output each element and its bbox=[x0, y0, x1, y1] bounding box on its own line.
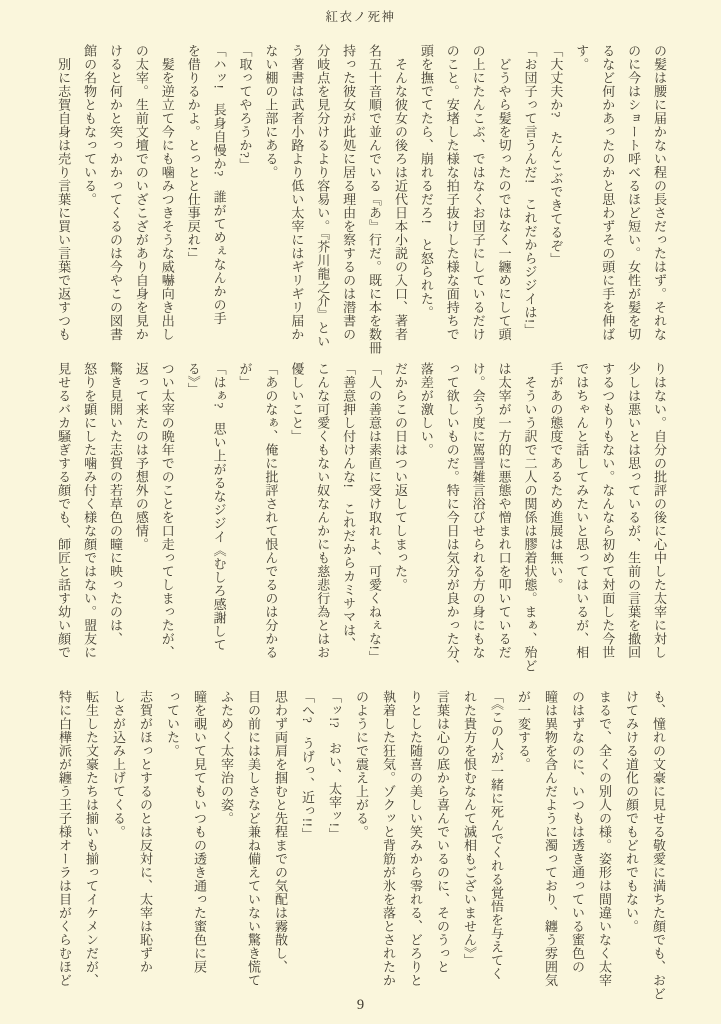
text-column: って欲しいものだ。特に今日は気分が良かった分、 bbox=[444, 362, 460, 673]
text-column: 「お団子って言うんだ! これだからジジイは!」 bbox=[522, 44, 538, 338]
text-band-2 bbox=[50, 362, 672, 678]
text-column: 「へ? うげっ、近っ!!」 bbox=[300, 690, 315, 841]
text-column: 特に白樺派が纏う王子様オーラは目がくらむほど bbox=[57, 690, 72, 987]
text-column: のはずなのに、いつもは透き通っている蜜色の bbox=[570, 690, 585, 974]
text-column: けてみける道化の顔でもどれでもない。 bbox=[624, 690, 639, 933]
text-column: 分岐点を見分けるより容易い。『芥川龍之介』とい bbox=[315, 44, 331, 348]
text-column: りはない。自分の批評の後に心中した太宰に対し bbox=[652, 362, 667, 659]
text-column: 名五十音順で並んでいる『あ』行だ。既に本を数冊 bbox=[367, 44, 383, 355]
text-column: けると何かと突っかかってくるのは今やこの図書 bbox=[107, 44, 123, 341]
text-column: 執着した狂気。ゾクッと背筋が氷を落とされたか bbox=[381, 690, 396, 987]
text-column: のこと。安堵した様な拍子抜けした様な面持ちで bbox=[444, 44, 460, 341]
page-number: 9 bbox=[356, 997, 365, 1013]
text-column: る》」 bbox=[185, 362, 201, 396]
text-column: 怒りを顕にした噛み付く様な顔ではない。盟友に bbox=[82, 362, 98, 659]
text-column: っていた。 bbox=[165, 690, 180, 758]
text-column: 「人の善意は素直に受け取れよ、可愛くねぇな!」 bbox=[367, 362, 383, 664]
text-column: 志賀がほっとするのとは反対に、太宰は恥ずか bbox=[138, 690, 153, 974]
page-header-title: 紅衣ノ死神 bbox=[325, 10, 396, 24]
text-column: 言葉は心の底から喜んでいるのに、そのうっと bbox=[435, 690, 450, 974]
text-column: るなど何かあったのかと思わずその頭に手を伸ば bbox=[600, 44, 616, 341]
text-column: りとした随喜の美しい笑みから零れる、どろりと bbox=[408, 690, 423, 987]
text-column: しさが込み上げてくる。 bbox=[111, 690, 126, 839]
text-column: の髪は腰に届かない程の長さだったはず。それな bbox=[652, 44, 667, 341]
text-column: 「取ってやろうか?」 bbox=[237, 44, 253, 172]
text-column: 別に志賀自身は売り言葉に買い言葉で返すつも bbox=[56, 44, 72, 341]
text-column: 「大丈夫か? たんこぶできてるぞ」 bbox=[548, 44, 564, 267]
text-column: そういう訳で二人の関係は膠着状態。まぁ、殆ど bbox=[522, 362, 538, 673]
text-column: ではちゃんと話してみたいと思ってはいるが、相 bbox=[574, 362, 590, 659]
text-column: 思わず両肩を掴むと先程までの気配は霧散し、 bbox=[273, 690, 288, 974]
text-column: のに今はショート呼べるほど短い。女性が髪を切 bbox=[626, 44, 642, 341]
text-column: は太宰が一方的に悪態や憎まれ口を叩いているだ bbox=[496, 362, 512, 659]
text-column: う著書は武者小路より低い太宰にはギリギリ届か bbox=[289, 44, 305, 341]
text-column: 「ハッ! 長身自慢か? 誰がてめぇなんかの手 bbox=[211, 44, 227, 326]
text-band-1 bbox=[50, 44, 672, 360]
text-column: 少しは悪いとは思っているが、生前の言葉を撤回 bbox=[626, 362, 642, 659]
text-column: だからこの日はつい返してしまった。 bbox=[392, 362, 408, 592]
text-column: 「ッ!? おい、太宰ッ!」 bbox=[327, 690, 342, 841]
text-column: 「《この人が一緒に死んでくれる覚悟を与えてく bbox=[489, 690, 504, 981]
text-column: ない棚の上部にある。 bbox=[263, 44, 279, 179]
text-column: 館の名物ともなっている。 bbox=[82, 44, 98, 206]
text-column: まるで、全くの別人の様。姿形は間違いなく太宰 bbox=[597, 690, 612, 987]
text-column: 「善意押し付けんな! これだからカミサマは、 bbox=[341, 362, 357, 651]
text-column: を借りるかよ。とっとと仕事戻れ!」 bbox=[185, 44, 201, 265]
text-band-3 bbox=[50, 690, 672, 1006]
text-column: の上にたんこぶ、ではなくお団子にしているだけ bbox=[470, 44, 486, 341]
text-column: 返って来たのは予想外の感情。 bbox=[133, 362, 149, 551]
text-column: も、憧れの文豪に見せる敬愛に満ちた顔でも、おど bbox=[651, 690, 666, 1001]
text-column: 髪を逆立て今にも噛みつきそうな威嚇向き出し bbox=[159, 44, 175, 341]
text-column: 瞳は異物を含んだように濁っており、纏う雰囲気 bbox=[543, 690, 558, 987]
text-column: 瞳を覗いて見てもいつもの透き通った蜜色に戻 bbox=[192, 690, 207, 974]
text-column: 見せるバカ騒ぎする顔でも、師匠と話す幼い顔で bbox=[56, 362, 72, 659]
text-column: どうやら髪を切ったのではなく一纏めにして頭 bbox=[496, 44, 512, 341]
text-column: そんな彼女の後ろは近代日本小説の入口、著者 bbox=[392, 44, 408, 341]
text-column: 目の前には美しさなど兼ね備えていない驚き慌て bbox=[246, 690, 261, 987]
text-column: するつもりもない。なんなら初めて対面した今世 bbox=[600, 362, 616, 659]
text-column: のようにで震え上がる。 bbox=[354, 690, 369, 839]
text-column: 転生した文豪たちは揃いも揃ってイケメンだが、 bbox=[84, 690, 99, 987]
text-column: 持った彼女が此処に居る理由を察するのは潜書の bbox=[341, 44, 357, 341]
text-column: す。 bbox=[574, 44, 590, 71]
text-column: 落差が激しい。 bbox=[418, 362, 434, 457]
text-column: 「はぁ? 思い上がるなジジイ《むしろ感謝して bbox=[211, 362, 227, 652]
text-column: 手があの態度であるため進展は無い。 bbox=[548, 362, 564, 592]
text-column: つい太宰の晩年でのことを口走ってしまったが、 bbox=[159, 362, 175, 659]
text-column: 頭を撫でてたら、崩れるだろ! と怒られた。 bbox=[418, 44, 434, 319]
text-column: 「あのなぁ、俺に批評されて恨んでるのは分かる bbox=[263, 362, 279, 659]
text-column: が」 bbox=[237, 362, 253, 389]
text-column: こんな可愛くもない奴なんかにも慈悲行為とはお bbox=[315, 362, 331, 659]
text-column: ふためく太宰治の姿。 bbox=[219, 690, 234, 825]
text-column: が一変する。 bbox=[516, 690, 531, 771]
text-column: 優しいこと」 bbox=[289, 362, 305, 443]
text-column: け。会う度に罵詈雑言浴びせられる方の身にもな bbox=[470, 362, 486, 659]
text-column: の太宰。生前文壇でのいざこざがあり自身を見か bbox=[133, 44, 149, 341]
text-column: れた貴方を恨むなんて滅相もございません》」 bbox=[462, 690, 477, 967]
text-column: 驚き見開いた志賀の若草色の瞳に映ったのは、 bbox=[107, 362, 123, 646]
